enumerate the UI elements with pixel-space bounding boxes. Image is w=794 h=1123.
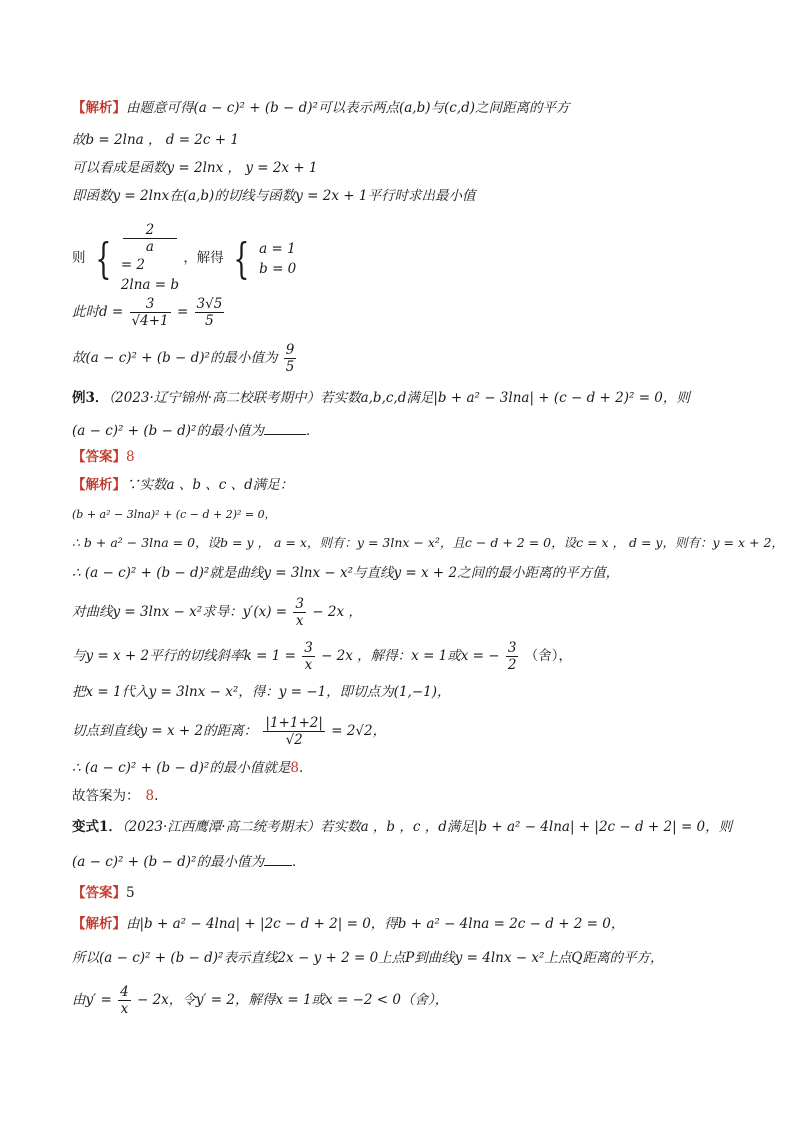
example-3-solution-line-3: ∴ b + a² − 3lna = 0，设b = y ， a = x，则有：y = 3lnx − x²，且c − d + 2 = 0，设c = x ， d = y，则有：y = x + 2， <box>72 535 784 550</box>
example-3-solution-line-10: 故答案为： 8. <box>72 788 159 804</box>
variation-1-solution-line-1: 【解析】由|b + a² − 4lna| + |2c − d + 2| = 0，得b + a² − 4lna = 2c − d + 2 = 0， <box>72 916 625 932</box>
variation-label: 变式1． <box>72 819 122 835</box>
system-2-row-1: a = 1 <box>259 240 296 257</box>
fraction: $\frac{3}{x}$ <box>295 596 304 629</box>
example-3-solution-line-2: (b + a² − 3lna)² + (c − d + 2)² = 0， <box>72 508 276 521</box>
answer-blank <box>264 851 292 866</box>
example-3-question: (a − c)² + (b − d)²的最小值为 ． <box>72 420 319 441</box>
variation-1-question: (a − c)² + (b − d)²的最小值为 ． <box>72 851 305 872</box>
system-2-row-2: b = 0 <box>259 260 297 277</box>
example-3-solution-line-9: ∴ (a − c)² + (b − d)²的最小值就是8． <box>72 760 313 776</box>
solution-line-4: 即函数y = 2lnx在(a,b)的切线与函数y = 2x + 1平行时求出最小值 <box>72 188 476 204</box>
system-mid-text: ，解得 <box>183 250 224 266</box>
variation-1-stem: 变式1．（2023·江西鹰潭·高二统考期末）若实数a ，b ，c ，d满足|b + a² − 4lna| + |2c − d + 2| = 0，则 <box>72 819 733 835</box>
system-1-row-2: 2lna = b <box>120 277 180 293</box>
solution-line-system <box>72 222 296 295</box>
analysis-tag: 【解析】 <box>72 916 126 932</box>
fraction: $\frac{3}{x}$ <box>304 640 313 673</box>
system-prefix: 则 <box>72 250 86 266</box>
analysis-tag: 【解析】 <box>72 100 126 116</box>
example-3-solution-line-4: ∴ (a − c)² + (b − d)²就是曲线y = 3lnx − x²与直线y = x + 2之间的最小距离的平方值， <box>72 565 620 581</box>
example-3-answer <box>72 447 135 467</box>
solution-line-min: 故(a − c)² + (b − d)²的最小值为 $\frac{9}{5}$ <box>72 342 295 375</box>
example-label: 例3． <box>72 390 109 406</box>
system-1-row-1: 2 a = 2 <box>121 222 179 275</box>
fraction: $\frac{3}{√4+1}$ <box>131 296 169 329</box>
variation-1-answer <box>72 883 135 903</box>
solution-text: 由题意可得(a − c)² + (b − d)²可以表示两点(a,b)与(c,d)之间距离的平方 <box>126 100 570 116</box>
fraction: $\frac{|1+1+2|}{√2}$ <box>265 715 323 748</box>
solution-line-2: 故b = 2lna ， d = 2c + 1 <box>72 132 239 148</box>
solution-line-3: 可以看成是函数y = 2lnx ， y = 2x + 1 <box>72 160 318 176</box>
answer-tag: 【答案】 <box>72 885 126 901</box>
example-3-solution-line-6: 与y = x + 2平行的切线斜率k = 1 = $\frac{3}{x}$ − 2x ，解得：x = 1或x = − $\frac{3}{2}$ （舍）， <box>72 640 573 673</box>
fraction: $\frac{9}{5}$ <box>285 342 295 375</box>
analysis-tag: 【解析】 <box>72 477 126 493</box>
equation-system-1 <box>121 222 179 295</box>
answer-tag: 【答案】 <box>72 449 126 465</box>
left-brace-icon: { <box>95 233 112 283</box>
fraction: $\frac{3√5}{5}$ <box>196 296 223 329</box>
variation-1-solution-line-2: 所以(a − c)² + (b − d)²表示直线2x − y + 2 = 0上点P到曲线y = 4lnx − x²上点Q距离的平方， <box>72 950 664 966</box>
solution-line-distance: 此时d = $\frac{3}{√4+1}$ = $\frac{3√5}{5}$ <box>72 296 223 329</box>
answer-value: 8 <box>145 788 155 804</box>
example-3-solution-line-5: 对曲线y = 3lnx − x²求导：y′(x) = $\frac{3}{x}$ − 2x ， <box>72 596 362 629</box>
solution-line-1 <box>72 98 570 118</box>
example-3-solution-line-1: 【解析】∵实数a 、b 、c 、d满足： <box>72 477 294 493</box>
fraction: $\frac{4}{x}$ <box>120 984 129 1017</box>
example-3-stem: 例3．（2023·辽宁锦州·高二校联考期中）若实数a,b,c,d满足|b + a² − 3lna| + (c − d + 2)² = 0，则 <box>72 390 690 406</box>
answer-value: 8 <box>126 449 135 465</box>
equation-system-2 <box>259 239 296 279</box>
example-3-solution-line-8: 切点到直线y = x + 2的距离： $\frac{|1+1+2|}{√2}$ = 2√2， <box>72 715 387 748</box>
fraction: $\frac{3}{2}$ <box>507 640 517 673</box>
answer-value: 5 <box>126 885 135 901</box>
answer-blank <box>264 420 306 435</box>
answer-value: 8 <box>290 760 299 776</box>
example-3-solution-line-7: 把x = 1代入y = 3lnx − x²，得：y = −1，即切点为(1,−1)， <box>72 684 451 700</box>
variation-1-solution-line-3: 由y′ = $\frac{4}{x}$ − 2x，令y′ = 2，解得x = 1或x = −2 < 0（舍）， <box>72 984 449 1017</box>
left-brace-icon: { <box>233 233 250 283</box>
